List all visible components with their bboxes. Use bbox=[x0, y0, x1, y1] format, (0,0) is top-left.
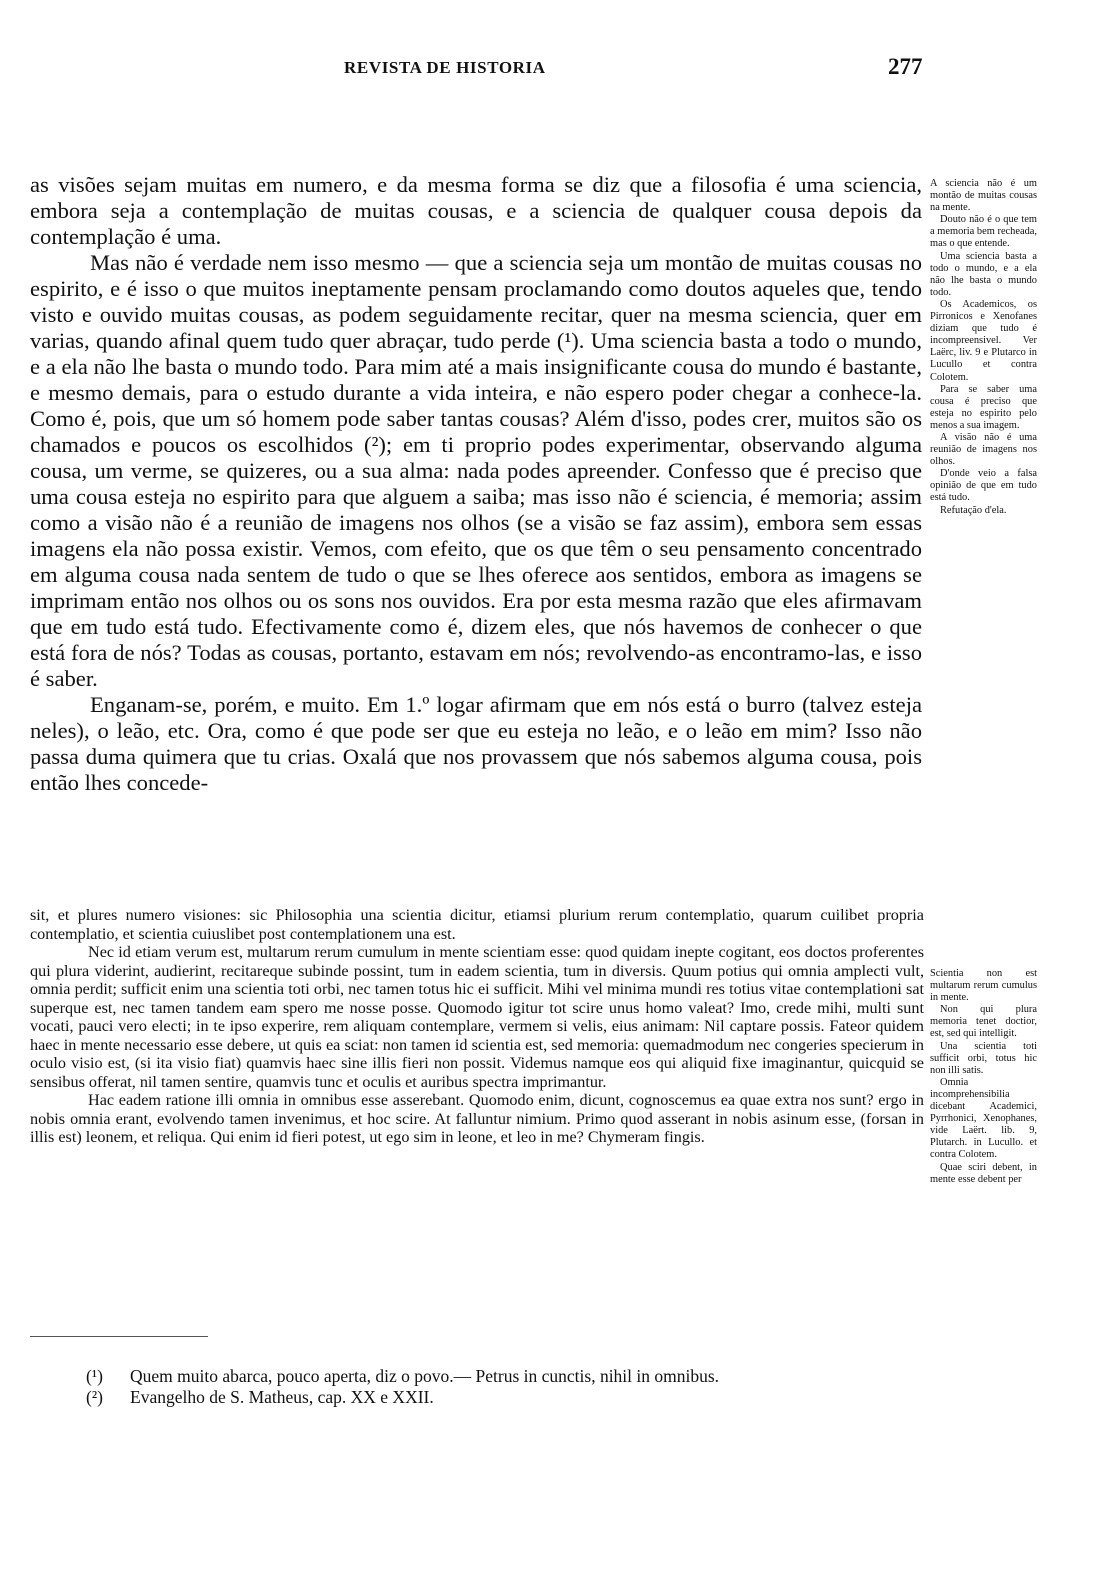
main-paragraph: Enganam-se, porém, e muito. Em 1.º logar afirmam que em nós está o burro (talvez esteja neles), o leão, etc. Ora, como é que pode ser que eu esteja no leão, e o leão em mim? Isso não passa duma quimera que tu crias. Oxalá que nos provassem que nós sabemos alguma cousa, pois então lhes concede- bbox=[30, 692, 922, 795]
portuguese-translation-text bbox=[30, 172, 922, 796]
main-paragraph: Mas não é verdade nem isso mesmo — que a sciencia seja um montão de muitas cousas no espirito, e é isso o que muitos ineptamente pensam proclamando como doutos aqueles que, tendo visto e ouvido muitas cousas, as podem seguidamente recitar, quer na mesma sciencia, quer em varias, quando afinal quem tudo quer abraçar, tudo perde (¹). Uma sciencia basta a todo o mundo, e a ela não lhe basta o mundo todo. Para mim até a mais insignificante cousa do mundo é bastante, e mesmo demais, para o estudo durante a vida inteira, e não espero poder chegar a conhece-la. Como é, pois, que um só homem pode saber tantas cousas? Além d'isso, podes crer, muitos são os chamados e poucos os escolhidos (²); em ti proprio podes experimentar, observando alguma cousa, um verme, se quizeres, ou a sua alma: nada podes apreender. Confesso que é preciso que uma cousa esteja no espirito para que alguem a saiba; mas isso não é sciencia, é memoria; assim como a visão não é a reunião de imagens nos olhos (se a visão se faz assim), embora sem essas imagens ela não possa existir. Vemos, com efeito, que os que têm o seu pensamento concentrado em alguma cousa nada sentem de tudo o que se lhes oferece aos sentidos, embora as imagens se imprimam então nos olhos ou os sons nos ouvidos. Era por esta mesma razão que eles afirmavam que em tudo está tudo. Efectivamente como é, dizem eles, que nós havemos de conhecer o que está fora de nós? Todas as cousas, portanto, estavam em nós; revolvendo-as encontramo-las, e isso é saber. bbox=[30, 250, 922, 691]
footnote-divider bbox=[30, 1336, 208, 1337]
journal-title: REVISTA DE HISTORIA bbox=[344, 58, 546, 77]
main-paragraph: as visões sejam muitas em numero, e da mesma forma se diz que a filosofia é uma sciencia, embora seja a contemplação de muitas cousas, e a sciencia de qualquer cousa depois da contemplação é uma. bbox=[30, 172, 922, 249]
marginal-note: Una scientia toti sufficit orbi, totus hic non illi satis. bbox=[930, 1040, 1037, 1076]
footnote-mark: (¹) bbox=[86, 1366, 103, 1386]
latin-original-text bbox=[30, 906, 924, 1147]
latin-paragraph: Nec id etiam verum est, multarum rerum cumulum in mente scientiam esse: quod quidam inepte cogitant, eos doctos proferentes qui plura viderint, audierint, recitareque subinde possint, tum in eadem scientia, tum in diversis. Quum potius qui omnia amplecti vult, omnia perdit; sufficit enim una scientia toti orbi, nec tamen totus hic ei sufficit. Mihi vel minima mundi res totius vitae contemplationi sat superque est, nec tamen tandem eam spero me nosse posse. Quomodo igitur tot scire unus homo valeat? Imo, crede mihi, multi sunt vocati, pauci vero electi; in te ipso experire, rem aliquam contemplare, vermem si velis, eius animam: Nil captare possis. Fateor quidem haec in mente necessario esse debere, ut quis ea sciat: non tamen id scientia est, sed memoria: quemadmodum nec congeries specierum in oculo visio est, (si ita visio fiat) quamvis haec sine illis fieri non possit. Videmus namque eos qui aliquid fixe imaginantur, quicquid se sensibus offerat, nil tamen sentire, quamvis tunc et oculis et auribus spectra imprimantur. bbox=[30, 943, 924, 1091]
marginal-note: Douto não é o que tem a memoria bem recheada, mas o que entende. bbox=[930, 214, 1037, 250]
marginal-note: Scientia non est multarum rerum cumulus in mente. bbox=[930, 968, 1037, 1004]
footnotes bbox=[86, 1366, 922, 1408]
marginal-note: A sciencia não é um montão de muitas cousas na mente. bbox=[930, 178, 1037, 214]
footnote bbox=[86, 1387, 922, 1408]
footnote-text: Quem muito abarca, pouco aperta, diz o povo.— Petrus in cunctis, nihil in omnibus. bbox=[130, 1366, 720, 1386]
marginal-note: Quae sciri debent, in mente esse debent per bbox=[930, 1161, 1037, 1185]
marginal-notes-portuguese bbox=[930, 178, 1037, 517]
latin-paragraph: sit, et plures numero visiones: sic Philosophia una scientia dicitur, etiamsi plurium rerum contemplatio, quarum cuilibet propria contemplatio, et scientia cuiuslibet post contemplationem una est. bbox=[30, 906, 924, 943]
running-head bbox=[0, 54, 1100, 88]
marginal-note: Para se saber uma cousa é preciso que esteja no espirito pelo menos a sua imagem. bbox=[930, 383, 1037, 431]
marginal-note: Omnia incomprehensibilia dicebant Academici, Pyrrhonici, Xenophanes, vide Laërt. lib. 9, Plutarch. in Lucullo. et contra Colotem. bbox=[930, 1076, 1037, 1161]
page-number: 277 bbox=[888, 54, 923, 79]
latin-paragraph: Hac eadem ratione illi omnia in omnibus esse asserebant. Quomodo enim, dicunt, cognoscemus ea quae extra nos sunt? ergo in nobis omnia erant, evolvendo tamen invenimus, et hoc scire. At falluntur nimium. Primo quod asserant in nobis asinum esse, (forsan in illis est) leonem, et reliqua. Qui enim id fieri potest, ut ego sim in leone, et leo in me? Chymeram fingis. bbox=[30, 1091, 924, 1146]
footnote-mark: (²) bbox=[86, 1387, 103, 1407]
marginal-note: Non qui plura memoria tenet doctior, est, sed qui intelligit. bbox=[930, 1004, 1037, 1040]
marginal-note: Refutação d'ela. bbox=[940, 504, 1007, 516]
footnote-text: Evangelho de S. Matheus, cap. XX e XXII. bbox=[130, 1387, 434, 1407]
marginal-note: Uma sciencia basta a todo o mundo, e a ela não lhe basta o mundo todo. bbox=[930, 250, 1037, 298]
marginal-notes-latin bbox=[930, 968, 1037, 1186]
footnote bbox=[86, 1366, 922, 1387]
marginal-note: Os Academicos, os Pirronicos e Xenofanes diziam que tudo é incompreensivel. Ver Laërc, liv. 9 e Plutarco in Lucullo et contra Colotem. bbox=[930, 298, 1037, 383]
marginal-note: D'onde veio a falsa opinião de que em tudo está tudo. bbox=[930, 468, 1037, 504]
marginal-note: A visão não é uma reunião de imagens nos olhos. bbox=[930, 431, 1037, 468]
